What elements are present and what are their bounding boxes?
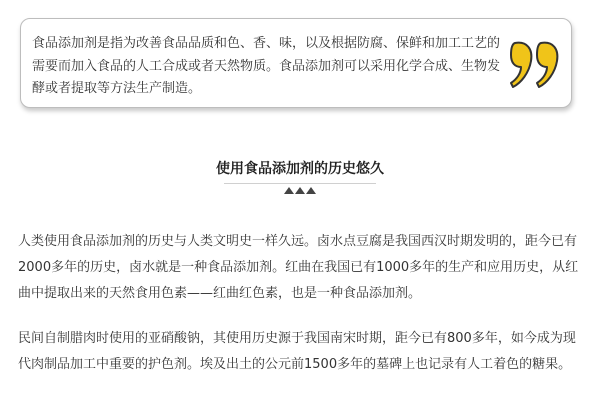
section-title: 使用食品添加剂的历史悠久 <box>216 161 384 177</box>
quote-card <box>20 18 572 108</box>
paragraph-history-1: 人类使用食品添加剂的历史与人类文明史一样久远。卤水点豆腐是我国西汉时期发明的，距今已有2000多年的历史，卤水就是一种食品添加剂。红曲在我国已有1000多年的生产和应用历史，从红曲中提取出来的天然食用色素——红曲红色素，也是一种食品添加剂。 <box>18 234 579 301</box>
quote-mark-icon <box>509 39 563 91</box>
quote-text: 食品添加剂是指为改善食品品质和色、香、味，以及根据防腐、保鲜和加工工艺的需要而加入食品的人工合成或者天然物质。食品添加剂可以采用化学合成、生物发酵或者提取等方法生产制造。 <box>32 36 501 96</box>
title-divider <box>224 183 376 184</box>
triangle-ornament-icon <box>282 186 318 194</box>
paragraph-history-2: 民间自制腊肉时使用的亚硝酸钠，其使用历史源于我国南宋时期，距今已有800多年，如今成为现代肉制品加工中重要的护色剂。埃及出土的公元前1500多年的墓碑上也记录有人工着色的糖果。 <box>18 331 576 372</box>
